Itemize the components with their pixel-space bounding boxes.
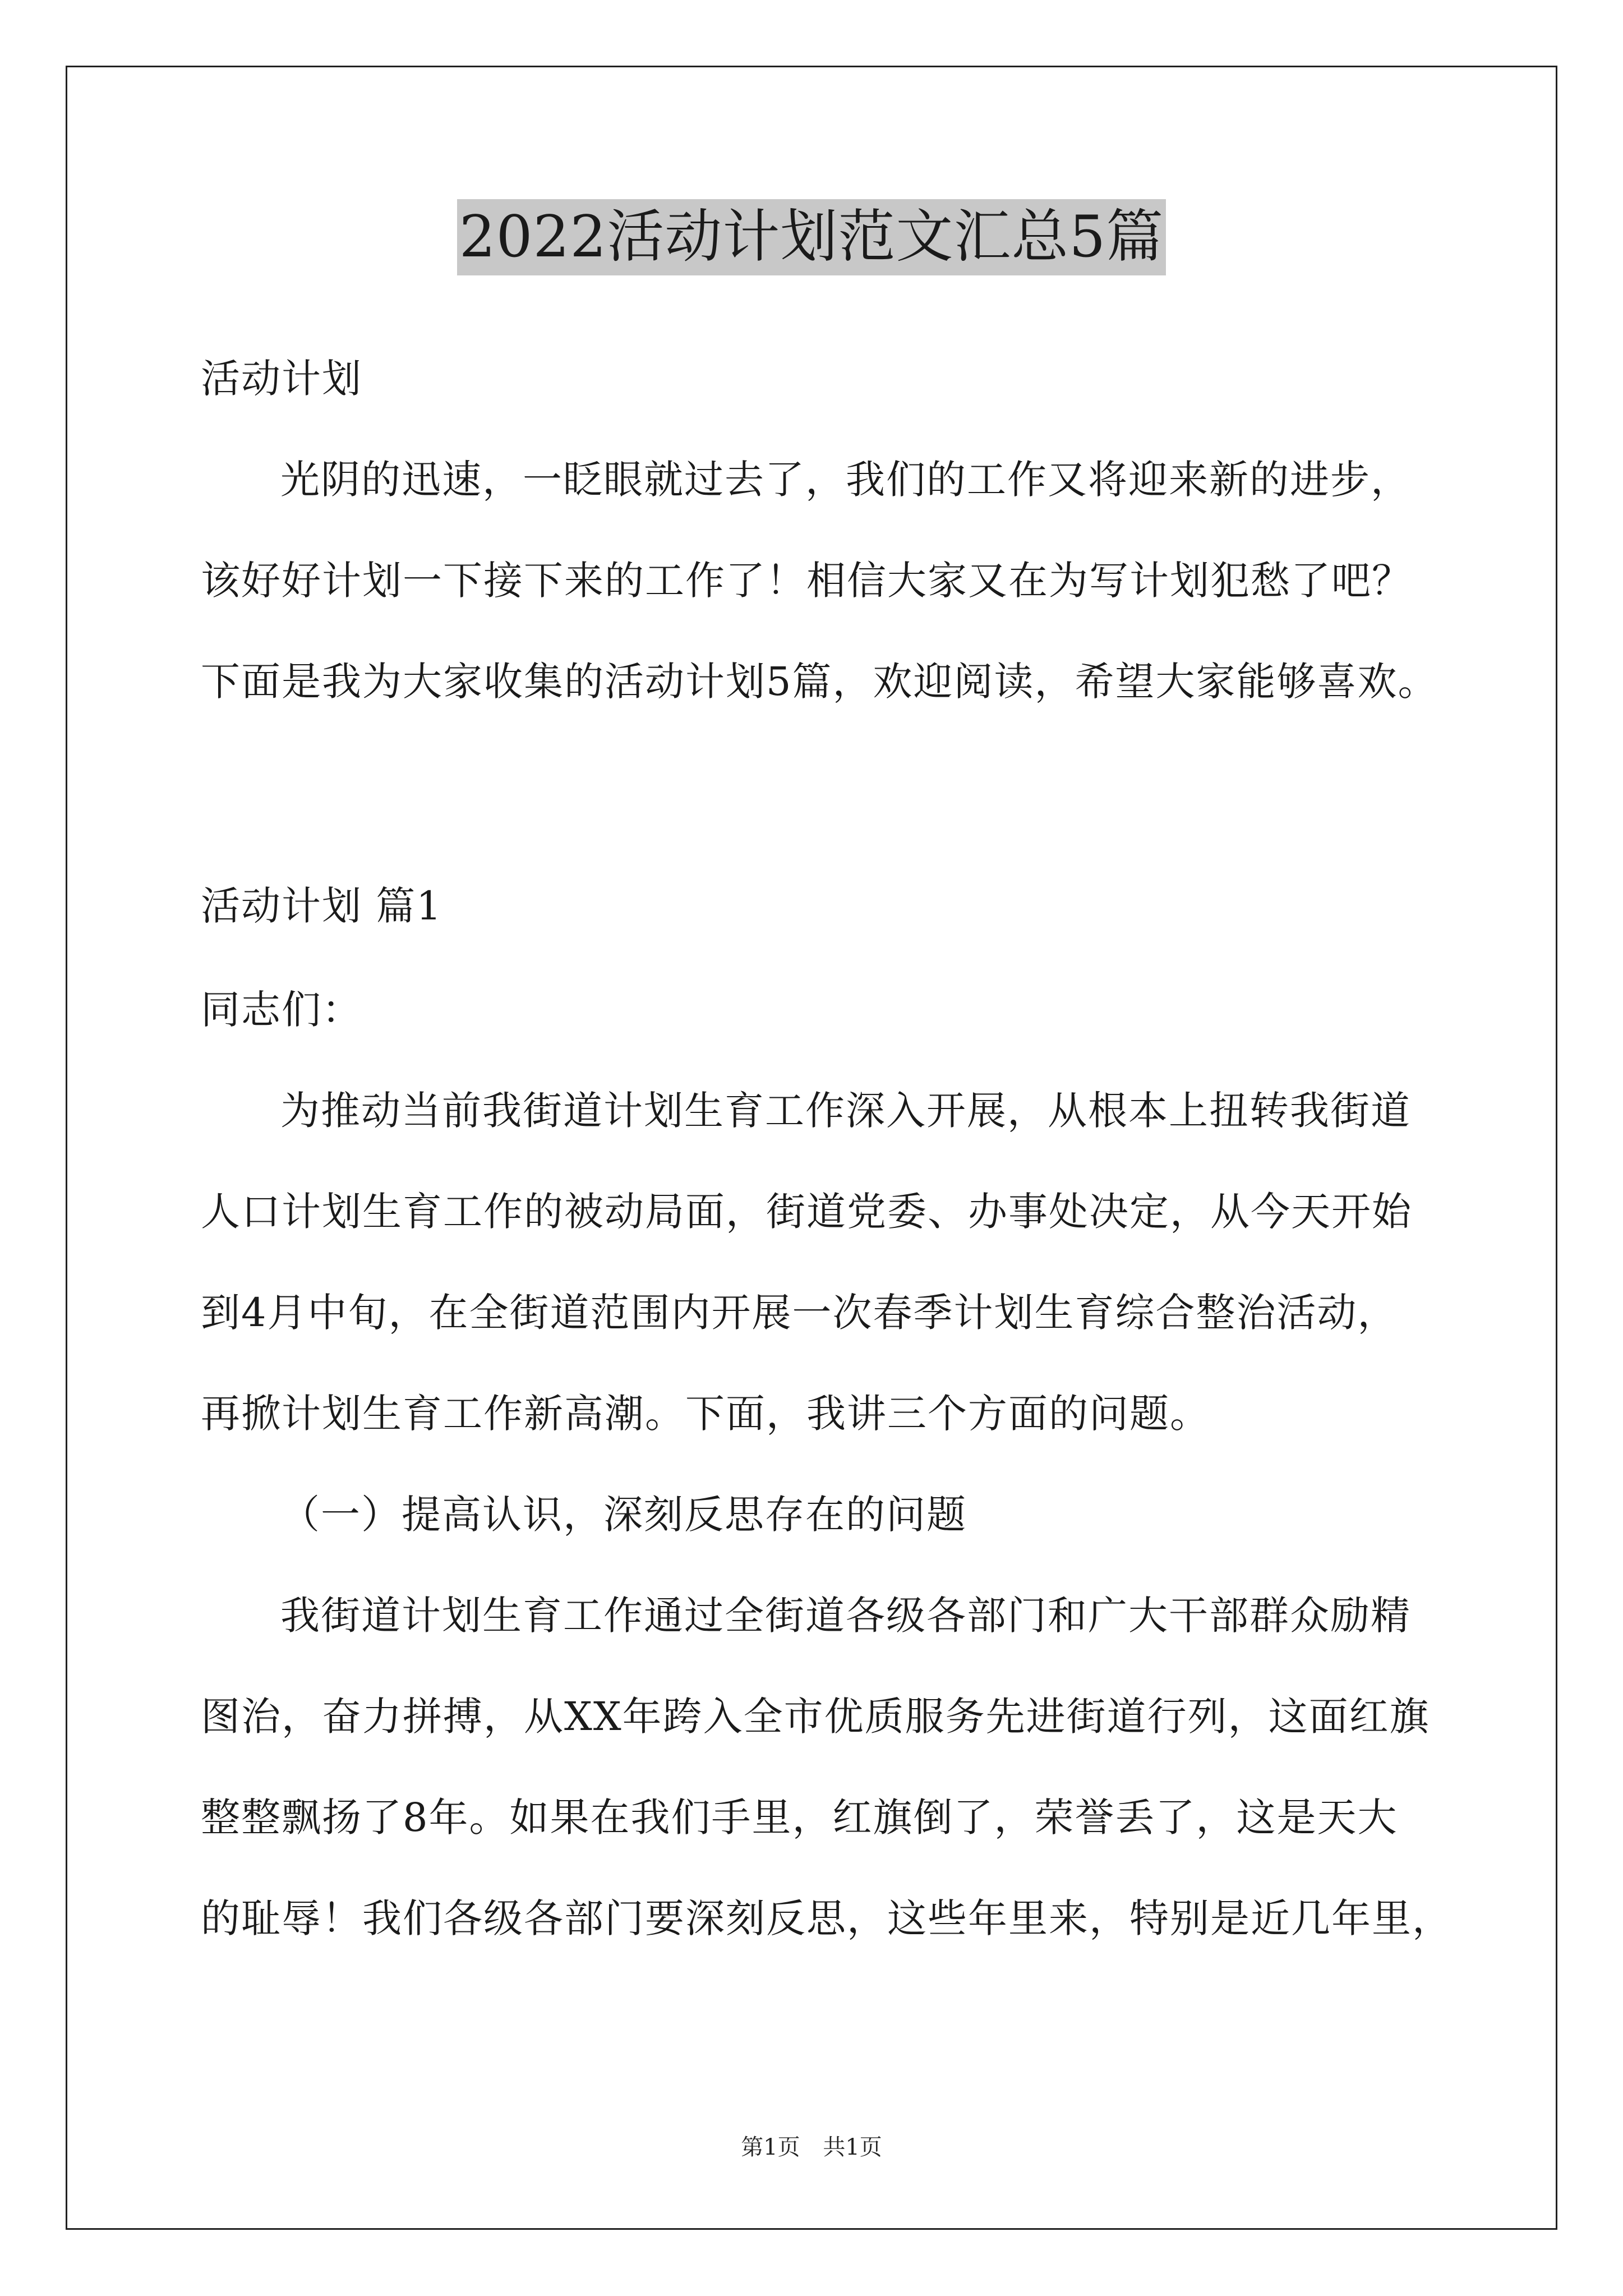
intro-line-2: 该好好计划一下接下来的工作了！相信大家又在为写计划犯愁了吧？ [201, 558, 1412, 604]
intro-line-3: 下面是我为大家收集的活动计划5篇，欢迎阅读，希望大家能够喜欢。 [201, 659, 1438, 705]
section-heading-1: 活动计划 篇1 [201, 883, 442, 929]
paragraph-2-line-3: 整整飘扬了8年。如果在我们手里，红旗倒了，荣誉丢了，这是天大 [201, 1795, 1398, 1841]
heading-activity-plan: 活动计划 [201, 356, 362, 402]
title-wrap [0, 199, 1623, 275]
intro-line-1: 光阴的迅速，一眨眼就过去了，我们的工作又将迎来新的进步， [280, 457, 1411, 503]
document-title: 2022活动计划范文汇总5篇 [457, 199, 1166, 275]
paragraph-1-line-4: 再掀计划生育工作新高潮。下面，我讲三个方面的问题。 [201, 1391, 1210, 1437]
page-footer [0, 2132, 1623, 2163]
paragraph-2-line-1: 我街道计划生育工作通过全街道各级各部门和广大干部群众励精 [280, 1593, 1411, 1639]
page-number: 第1页 [741, 2134, 800, 2160]
paragraph-1-line-1: 为推动当前我街道计划生育工作深入开展，从根本上扭转我街道 [280, 1088, 1411, 1134]
salutation: 同志们： [201, 987, 362, 1033]
paragraph-1-line-3: 到4月中旬，在全街道范围内开展一次春季计划生育综合整治活动， [201, 1290, 1398, 1336]
subheading-1: （一）提高认识，深刻反思存在的问题 [280, 1492, 967, 1538]
paragraph-2-line-2: 图治，奋力拼搏，从XX年跨入全市优质服务先进街道行列，这面红旗 [201, 1694, 1430, 1740]
paragraph-1-line-2: 人口计划生育工作的被动局面，街道党委、办事处决定，从今天开始 [201, 1189, 1412, 1235]
page-total: 共1页 [823, 2134, 882, 2160]
paragraph-2-line-4: 的耻辱！我们各级各部门要深刻反思，这些年里来，特别是近几年里， [201, 1895, 1453, 1941]
